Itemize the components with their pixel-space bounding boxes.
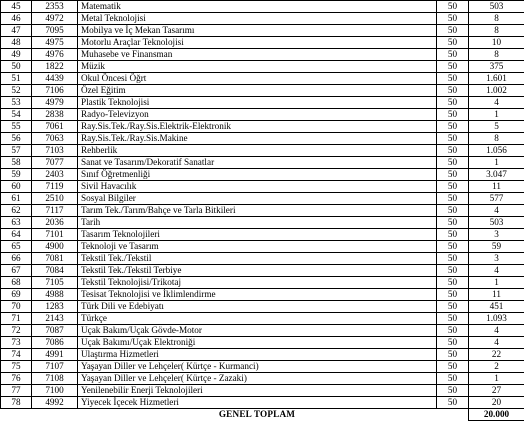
quota-cell: 50 — [437, 121, 469, 133]
count-cell: 2 — [469, 361, 524, 373]
program-name-cell: Ray.Sis.Tek./Ray.Sis.Elektrik-Elektronik — [78, 121, 437, 133]
program-code-cell: 7100 — [32, 385, 78, 397]
program-name-cell: Tekstil Teknolojisi/Trikotaj — [78, 277, 437, 289]
quota-cell: 50 — [437, 361, 469, 373]
count-cell: 1.601 — [469, 73, 524, 85]
table-row — [1, 61, 524, 73]
program-name-cell: Tarih — [78, 217, 437, 229]
quota-cell: 50 — [437, 229, 469, 241]
count-cell: 1 — [469, 373, 524, 385]
table-row — [1, 397, 524, 409]
program-name-cell: Sınıf Öğretmenliği — [78, 169, 437, 181]
program-name-cell: Muhasebe ve Finansman — [78, 49, 437, 61]
count-cell: 1.093 — [469, 313, 524, 325]
program-code-cell: 7107 — [32, 361, 78, 373]
quota-cell: 50 — [437, 349, 469, 361]
program-name-cell: Ulaştırma Hizmetleri — [78, 349, 437, 361]
count-cell: 577 — [469, 193, 524, 205]
table-row — [1, 337, 524, 349]
count-cell: 22 — [469, 349, 524, 361]
count-cell: 10 — [469, 37, 524, 49]
program-code-cell: 4992 — [32, 397, 78, 409]
program-code-cell: 7101 — [32, 229, 78, 241]
count-cell: 3.047 — [469, 169, 524, 181]
program-name-cell: Müzik — [78, 61, 437, 73]
count-cell: 8 — [469, 133, 524, 145]
row-number-cell: 73 — [1, 337, 32, 349]
row-number-cell: 58 — [1, 157, 32, 169]
program-code-cell: 7081 — [32, 253, 78, 265]
program-code-cell: 7077 — [32, 157, 78, 169]
program-name-cell: Radyo-Televizyon — [78, 109, 437, 121]
row-number-cell: 75 — [1, 361, 32, 373]
total-label: GENEL TOPLAM — [78, 409, 437, 421]
row-number-cell: 62 — [1, 205, 32, 217]
program-name-cell: Sivil Havacılık — [78, 181, 437, 193]
count-cell: 4 — [469, 337, 524, 349]
count-cell: 375 — [469, 61, 524, 73]
program-code-cell: 2036 — [32, 217, 78, 229]
count-cell: 8 — [469, 13, 524, 25]
row-number-cell: 47 — [1, 25, 32, 37]
count-cell: 4 — [469, 265, 524, 277]
program-name-cell: Mobilya ve İç Mekan Tasarımı — [78, 25, 437, 37]
row-number-cell: 70 — [1, 301, 32, 313]
program-name-cell: Tesisat Teknolojisi ve İklimlendirme — [78, 289, 437, 301]
program-name-cell: Türkçe — [78, 313, 437, 325]
quota-cell: 50 — [437, 169, 469, 181]
count-cell: 1 — [469, 109, 524, 121]
row-number-cell: 45 — [1, 1, 32, 13]
count-cell: 451 — [469, 301, 524, 313]
quota-cell: 50 — [437, 289, 469, 301]
row-number-cell: 52 — [1, 85, 32, 97]
row-number-cell: 61 — [1, 193, 32, 205]
count-cell: 4 — [469, 97, 524, 109]
program-code-cell: 1822 — [32, 61, 78, 73]
count-cell: 8 — [469, 25, 524, 37]
quota-cell: 50 — [437, 205, 469, 217]
program-name-cell: Metal Teknolojisi — [78, 13, 437, 25]
total-row — [1, 409, 524, 421]
count-cell: 8 — [469, 49, 524, 61]
quota-cell: 50 — [437, 61, 469, 73]
table-row — [1, 169, 524, 181]
program-code-cell: 7106 — [32, 85, 78, 97]
row-number-cell: 74 — [1, 349, 32, 361]
program-code-cell: 7061 — [32, 121, 78, 133]
row-number-cell: 68 — [1, 277, 32, 289]
quota-cell: 50 — [437, 85, 469, 97]
table-row — [1, 121, 524, 133]
program-name-cell: Tekstil Tek./Tekstil Terbiye — [78, 265, 437, 277]
table-row — [1, 277, 524, 289]
quota-cell: 50 — [437, 193, 469, 205]
quota-cell: 50 — [437, 49, 469, 61]
table-row — [1, 325, 524, 337]
table-row — [1, 361, 524, 373]
row-number-cell: 77 — [1, 385, 32, 397]
program-name-cell: Tekstil Tek./Tekstil — [78, 253, 437, 265]
total-blank-cell — [32, 409, 78, 421]
program-name-cell: Sanat ve Tasarım/Dekoratif Sanatlar — [78, 157, 437, 169]
count-cell: 5 — [469, 121, 524, 133]
table-row — [1, 181, 524, 193]
count-cell: 20 — [469, 397, 524, 409]
quota-cell: 50 — [437, 325, 469, 337]
program-code-cell: 4439 — [32, 73, 78, 85]
row-number-cell: 55 — [1, 121, 32, 133]
total-value: 20.000 — [469, 409, 524, 421]
quota-cell: 50 — [437, 157, 469, 169]
table-row — [1, 241, 524, 253]
quota-cell: 50 — [437, 25, 469, 37]
program-name-cell: Türk Dili ve Edebiyatı — [78, 301, 437, 313]
program-code-cell: 2353 — [32, 1, 78, 13]
table-body — [1, 1, 524, 409]
total-blank-cell — [1, 409, 32, 421]
count-cell: 503 — [469, 217, 524, 229]
row-number-cell: 60 — [1, 181, 32, 193]
program-name-cell: Plastik Teknolojisi — [78, 97, 437, 109]
count-cell: 11 — [469, 289, 524, 301]
quota-cell: 50 — [437, 73, 469, 85]
row-number-cell: 46 — [1, 13, 32, 25]
row-number-cell: 67 — [1, 265, 32, 277]
table-row — [1, 289, 524, 301]
program-code-cell: 2510 — [32, 193, 78, 205]
program-code-cell: 7119 — [32, 181, 78, 193]
quota-cell: 50 — [437, 373, 469, 385]
quota-cell: 50 — [437, 337, 469, 349]
program-name-cell: Özel Eğitim — [78, 85, 437, 97]
program-name-cell: Matematik — [78, 1, 437, 13]
program-name-cell: Tarım Tek./Tarım/Bahçe ve Tarla Bitkileri — [78, 205, 437, 217]
quota-cell: 50 — [437, 97, 469, 109]
table-row — [1, 313, 524, 325]
program-name-cell: Yaşayan Diller ve Lehçeler( Kürtçe - Zazaki) — [78, 373, 437, 385]
count-cell: 1.056 — [469, 145, 524, 157]
count-cell: 27 — [469, 385, 524, 397]
row-number-cell: 65 — [1, 241, 32, 253]
quota-cell: 50 — [437, 253, 469, 265]
table-row — [1, 265, 524, 277]
quota-cell: 50 — [437, 181, 469, 193]
table-row — [1, 85, 524, 97]
row-number-cell: 53 — [1, 97, 32, 109]
row-number-cell: 64 — [1, 229, 32, 241]
table-row — [1, 253, 524, 265]
count-cell: 4 — [469, 205, 524, 217]
row-number-cell: 66 — [1, 253, 32, 265]
program-code-cell: 4988 — [32, 289, 78, 301]
program-code-cell: 4972 — [32, 13, 78, 25]
program-name-cell: Sosyal Bilgiler — [78, 193, 437, 205]
table-row — [1, 157, 524, 169]
row-number-cell: 50 — [1, 61, 32, 73]
count-cell: 59 — [469, 241, 524, 253]
row-number-cell: 63 — [1, 217, 32, 229]
program-name-cell: Motorlu Araçlar Teknolojisi — [78, 37, 437, 49]
row-number-cell: 78 — [1, 397, 32, 409]
program-name-cell: Teknoloji ve Tasarım — [78, 241, 437, 253]
program-code-cell: 7108 — [32, 373, 78, 385]
row-number-cell: 59 — [1, 169, 32, 181]
quota-cell: 50 — [437, 13, 469, 25]
program-name-cell: Okul Öncesi Öğrt — [78, 73, 437, 85]
program-code-cell: 4979 — [32, 97, 78, 109]
quota-cell: 50 — [437, 217, 469, 229]
count-cell: 11 — [469, 181, 524, 193]
quota-cell: 50 — [437, 145, 469, 157]
table-row — [1, 133, 524, 145]
program-code-cell: 7063 — [32, 133, 78, 145]
program-code-cell: 7087 — [32, 325, 78, 337]
table-row — [1, 49, 524, 61]
row-number-cell: 56 — [1, 133, 32, 145]
count-cell: 1.002 — [469, 85, 524, 97]
table-row — [1, 193, 524, 205]
table-row — [1, 97, 524, 109]
quota-cell: 50 — [437, 277, 469, 289]
table-row — [1, 217, 524, 229]
program-code-cell: 4991 — [32, 349, 78, 361]
table-row — [1, 13, 524, 25]
row-number-cell: 48 — [1, 37, 32, 49]
row-number-cell: 76 — [1, 373, 32, 385]
quota-cell: 50 — [437, 37, 469, 49]
table-row — [1, 229, 524, 241]
table-row — [1, 109, 524, 121]
count-cell: 3 — [469, 253, 524, 265]
count-cell: 3 — [469, 229, 524, 241]
quota-cell: 50 — [437, 301, 469, 313]
quota-cell: 50 — [437, 133, 469, 145]
quota-cell: 50 — [437, 241, 469, 253]
row-number-cell: 71 — [1, 313, 32, 325]
program-code-cell: 4900 — [32, 241, 78, 253]
quota-cell: 50 — [437, 1, 469, 13]
table-row — [1, 37, 524, 49]
table-row — [1, 1, 524, 13]
quota-cell: 50 — [437, 313, 469, 325]
program-code-cell: 7103 — [32, 145, 78, 157]
program-code-cell: 7095 — [32, 25, 78, 37]
program-name-cell: Tasarım Teknolojileri — [78, 229, 437, 241]
row-number-cell: 54 — [1, 109, 32, 121]
table-row — [1, 301, 524, 313]
program-name-cell: Yenilenebilir Enerji Teknolojileri — [78, 385, 437, 397]
program-name-cell: Yiyecek İçecek Hizmetleri — [78, 397, 437, 409]
quota-cell: 50 — [437, 265, 469, 277]
row-number-cell: 57 — [1, 145, 32, 157]
table-row — [1, 205, 524, 217]
program-name-cell: Yaşayan Diller ve Lehçeler( Kürtçe - Kurmanci) — [78, 361, 437, 373]
total-blank-cell — [437, 409, 469, 421]
program-code-cell: 1283 — [32, 301, 78, 313]
table-row — [1, 25, 524, 37]
program-code-cell: 7105 — [32, 277, 78, 289]
row-number-cell: 72 — [1, 325, 32, 337]
program-name-cell: Ray.Sis.Tek./Ray.Sis.Makine — [78, 133, 437, 145]
program-name-cell: Uçak Bakımı/Uçak Elektroniği — [78, 337, 437, 349]
program-code-cell: 2143 — [32, 313, 78, 325]
program-code-cell: 2403 — [32, 169, 78, 181]
program-code-cell: 2838 — [32, 109, 78, 121]
quota-cell: 50 — [437, 109, 469, 121]
program-code-cell: 4976 — [32, 49, 78, 61]
count-cell: 1 — [469, 277, 524, 289]
table-row — [1, 385, 524, 397]
table-row — [1, 349, 524, 361]
count-cell: 503 — [469, 1, 524, 13]
quota-cell: 50 — [437, 385, 469, 397]
count-cell: 1 — [469, 157, 524, 169]
program-code-cell: 4975 — [32, 37, 78, 49]
row-number-cell: 51 — [1, 73, 32, 85]
program-name-cell: Rehberlik — [78, 145, 437, 157]
row-number-cell: 69 — [1, 289, 32, 301]
program-code-cell: 7117 — [32, 205, 78, 217]
program-name-cell: Uçak Bakım/Uçak Gövde-Motor — [78, 325, 437, 337]
table-row — [1, 373, 524, 385]
table-row — [1, 73, 524, 85]
quota-cell: 50 — [437, 397, 469, 409]
program-code-cell: 7086 — [32, 337, 78, 349]
row-number-cell: 49 — [1, 49, 32, 61]
table-row — [1, 145, 524, 157]
program-code-cell: 7084 — [32, 265, 78, 277]
count-cell: 4 — [469, 325, 524, 337]
